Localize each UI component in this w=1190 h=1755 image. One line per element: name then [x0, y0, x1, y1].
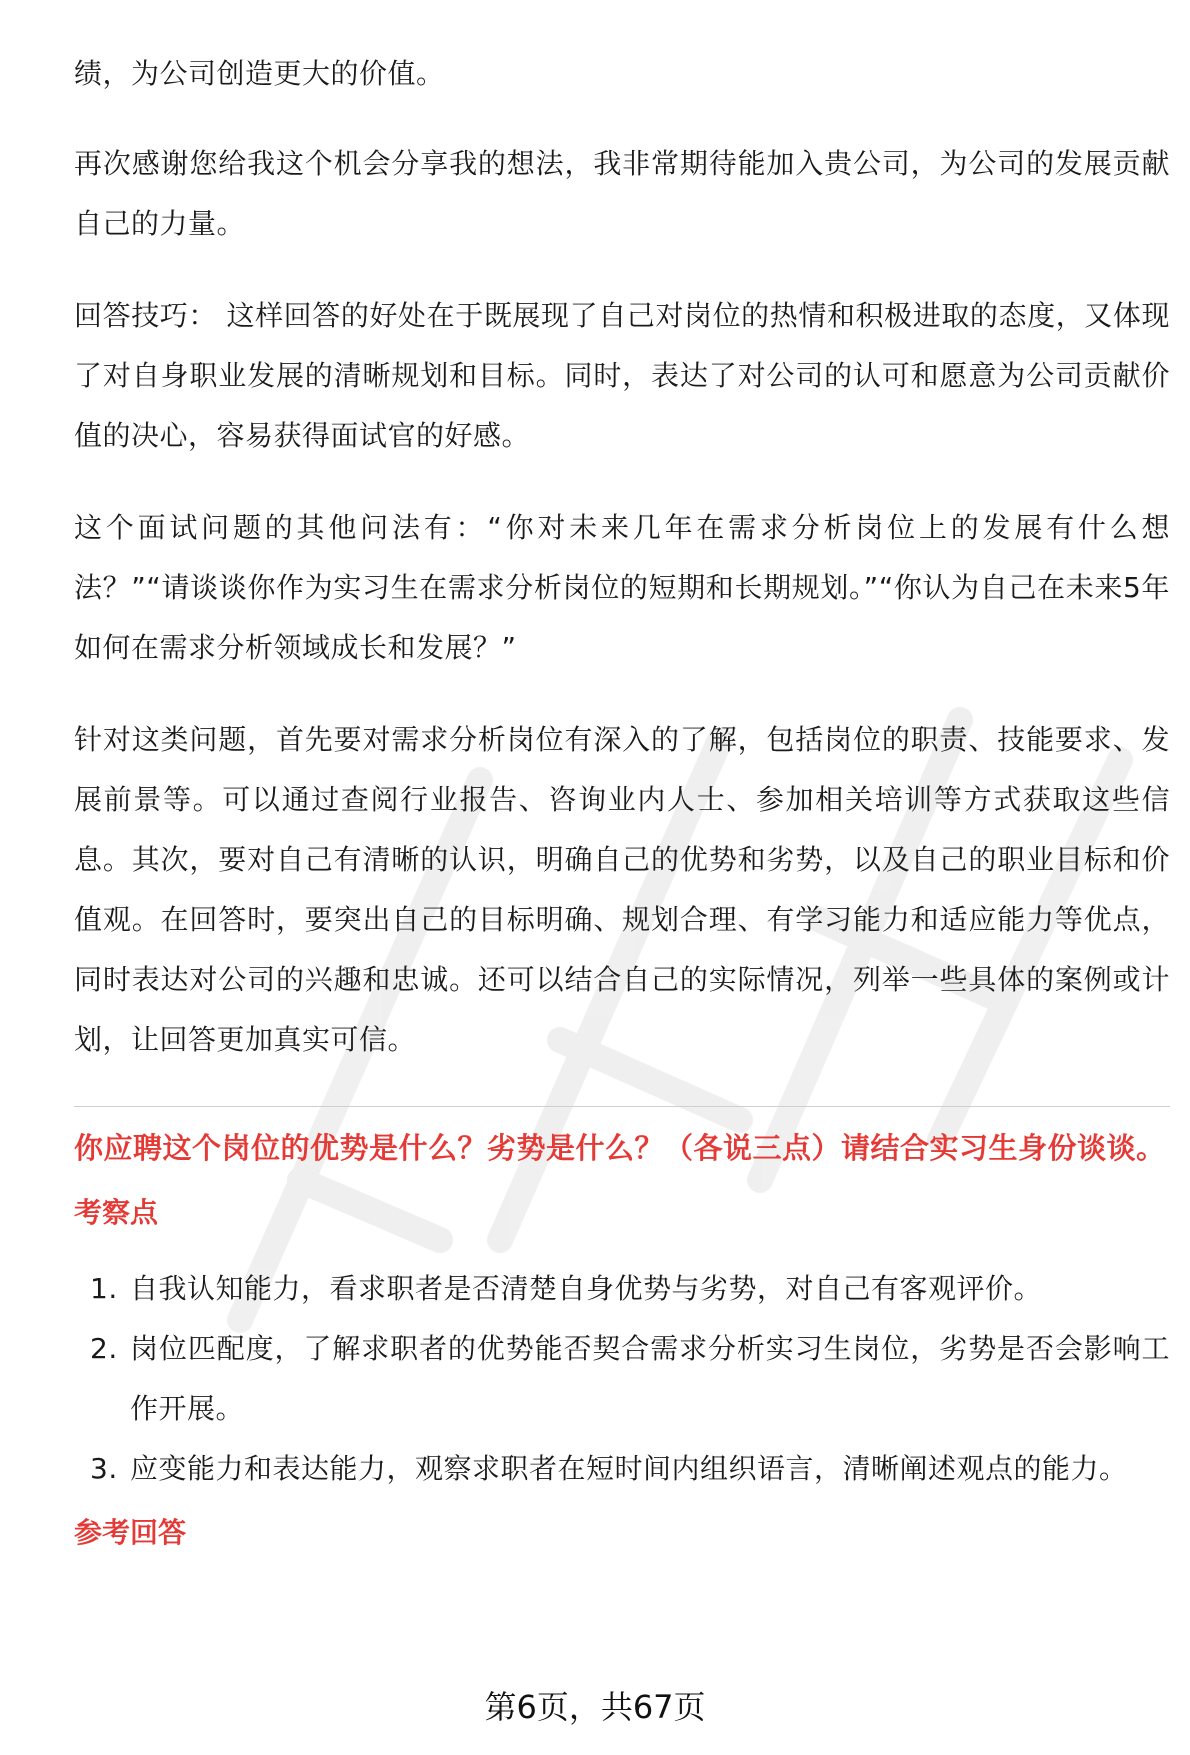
list-item	[74, 1319, 1170, 1439]
document-body	[74, 44, 1170, 1579]
paragraph-alternative-questions: 这个面试问题的其他问法有：“你对未来几年在需求分析岗位上的发展有什么想法？”“请谈谈你作为实习生在需求分析岗位的短期和长期规划。”“你认为自己在未来5年如何在需求分析领域成长和发展？”	[74, 511, 1170, 664]
list-item-text: 自我认知能力，看求职者是否清楚自身优势与劣势，对自己有客观评价。	[130, 1272, 1043, 1305]
question-title: 你应聘这个岗位的优势是什么？劣势是什么？（各说三点）请结合实习生身份谈谈。	[74, 1131, 1166, 1165]
paragraph-continuation: 绩，为公司创造更大的价值。	[74, 57, 445, 90]
page-number: 第6页，共67页	[484, 1688, 706, 1726]
list-item	[74, 1439, 1170, 1499]
paragraph-thanks: 再次感谢您给我这个机会分享我的想法，我非常期待能加入贵公司，为公司的发展贡献自己的力量。	[74, 147, 1170, 240]
section-label-focus: 考察点	[74, 1196, 159, 1229]
list-number: 3.	[90, 1452, 118, 1485]
list-item-text: 应变能力和表达能力，观察求职者在短时间内组织语言，清晰阐述观点的能力。	[130, 1452, 1128, 1485]
focus-points-list	[74, 1259, 1170, 1499]
list-number: 2.	[90, 1332, 118, 1365]
section-divider	[74, 1106, 1170, 1107]
paragraph-guidance: 针对这类问题，首先要对需求分析岗位有深入的了解，包括岗位的职责、技能要求、发展前景等。可以通过查阅行业报告、咨询业内人士、参加相关培训等方式获取这些信息。其次，要对自己有清晰的认识，明确自己的优势和劣势，以及自己的职业目标和价值观。在回答时，要突出自己的目标明确、规划合理、有学习能力和适应能力等优点，同时表达对公司的兴趣和忠诚。还可以结合自己的实际情况，列举一些具体的案例或计划，让回答更加真实可信。	[74, 723, 1170, 1056]
list-number: 1.	[90, 1272, 118, 1305]
section-label-answer: 参考回答	[74, 1516, 187, 1549]
list-item-text: 岗位匹配度，了解求职者的优势能否契合需求分析实习生岗位，劣势是否会影响工作开展。	[130, 1332, 1170, 1425]
list-item	[74, 1259, 1170, 1319]
paragraph-answer-tips: 回答技巧： 这样回答的好处在于既展现了自己对岗位的热情和积极进取的态度，又体现了对自身职业发展的清晰规划和目标。同时，表达了对公司的认可和愿意为公司贡献价值的决心，容易获得面试官的好感。	[74, 299, 1170, 452]
